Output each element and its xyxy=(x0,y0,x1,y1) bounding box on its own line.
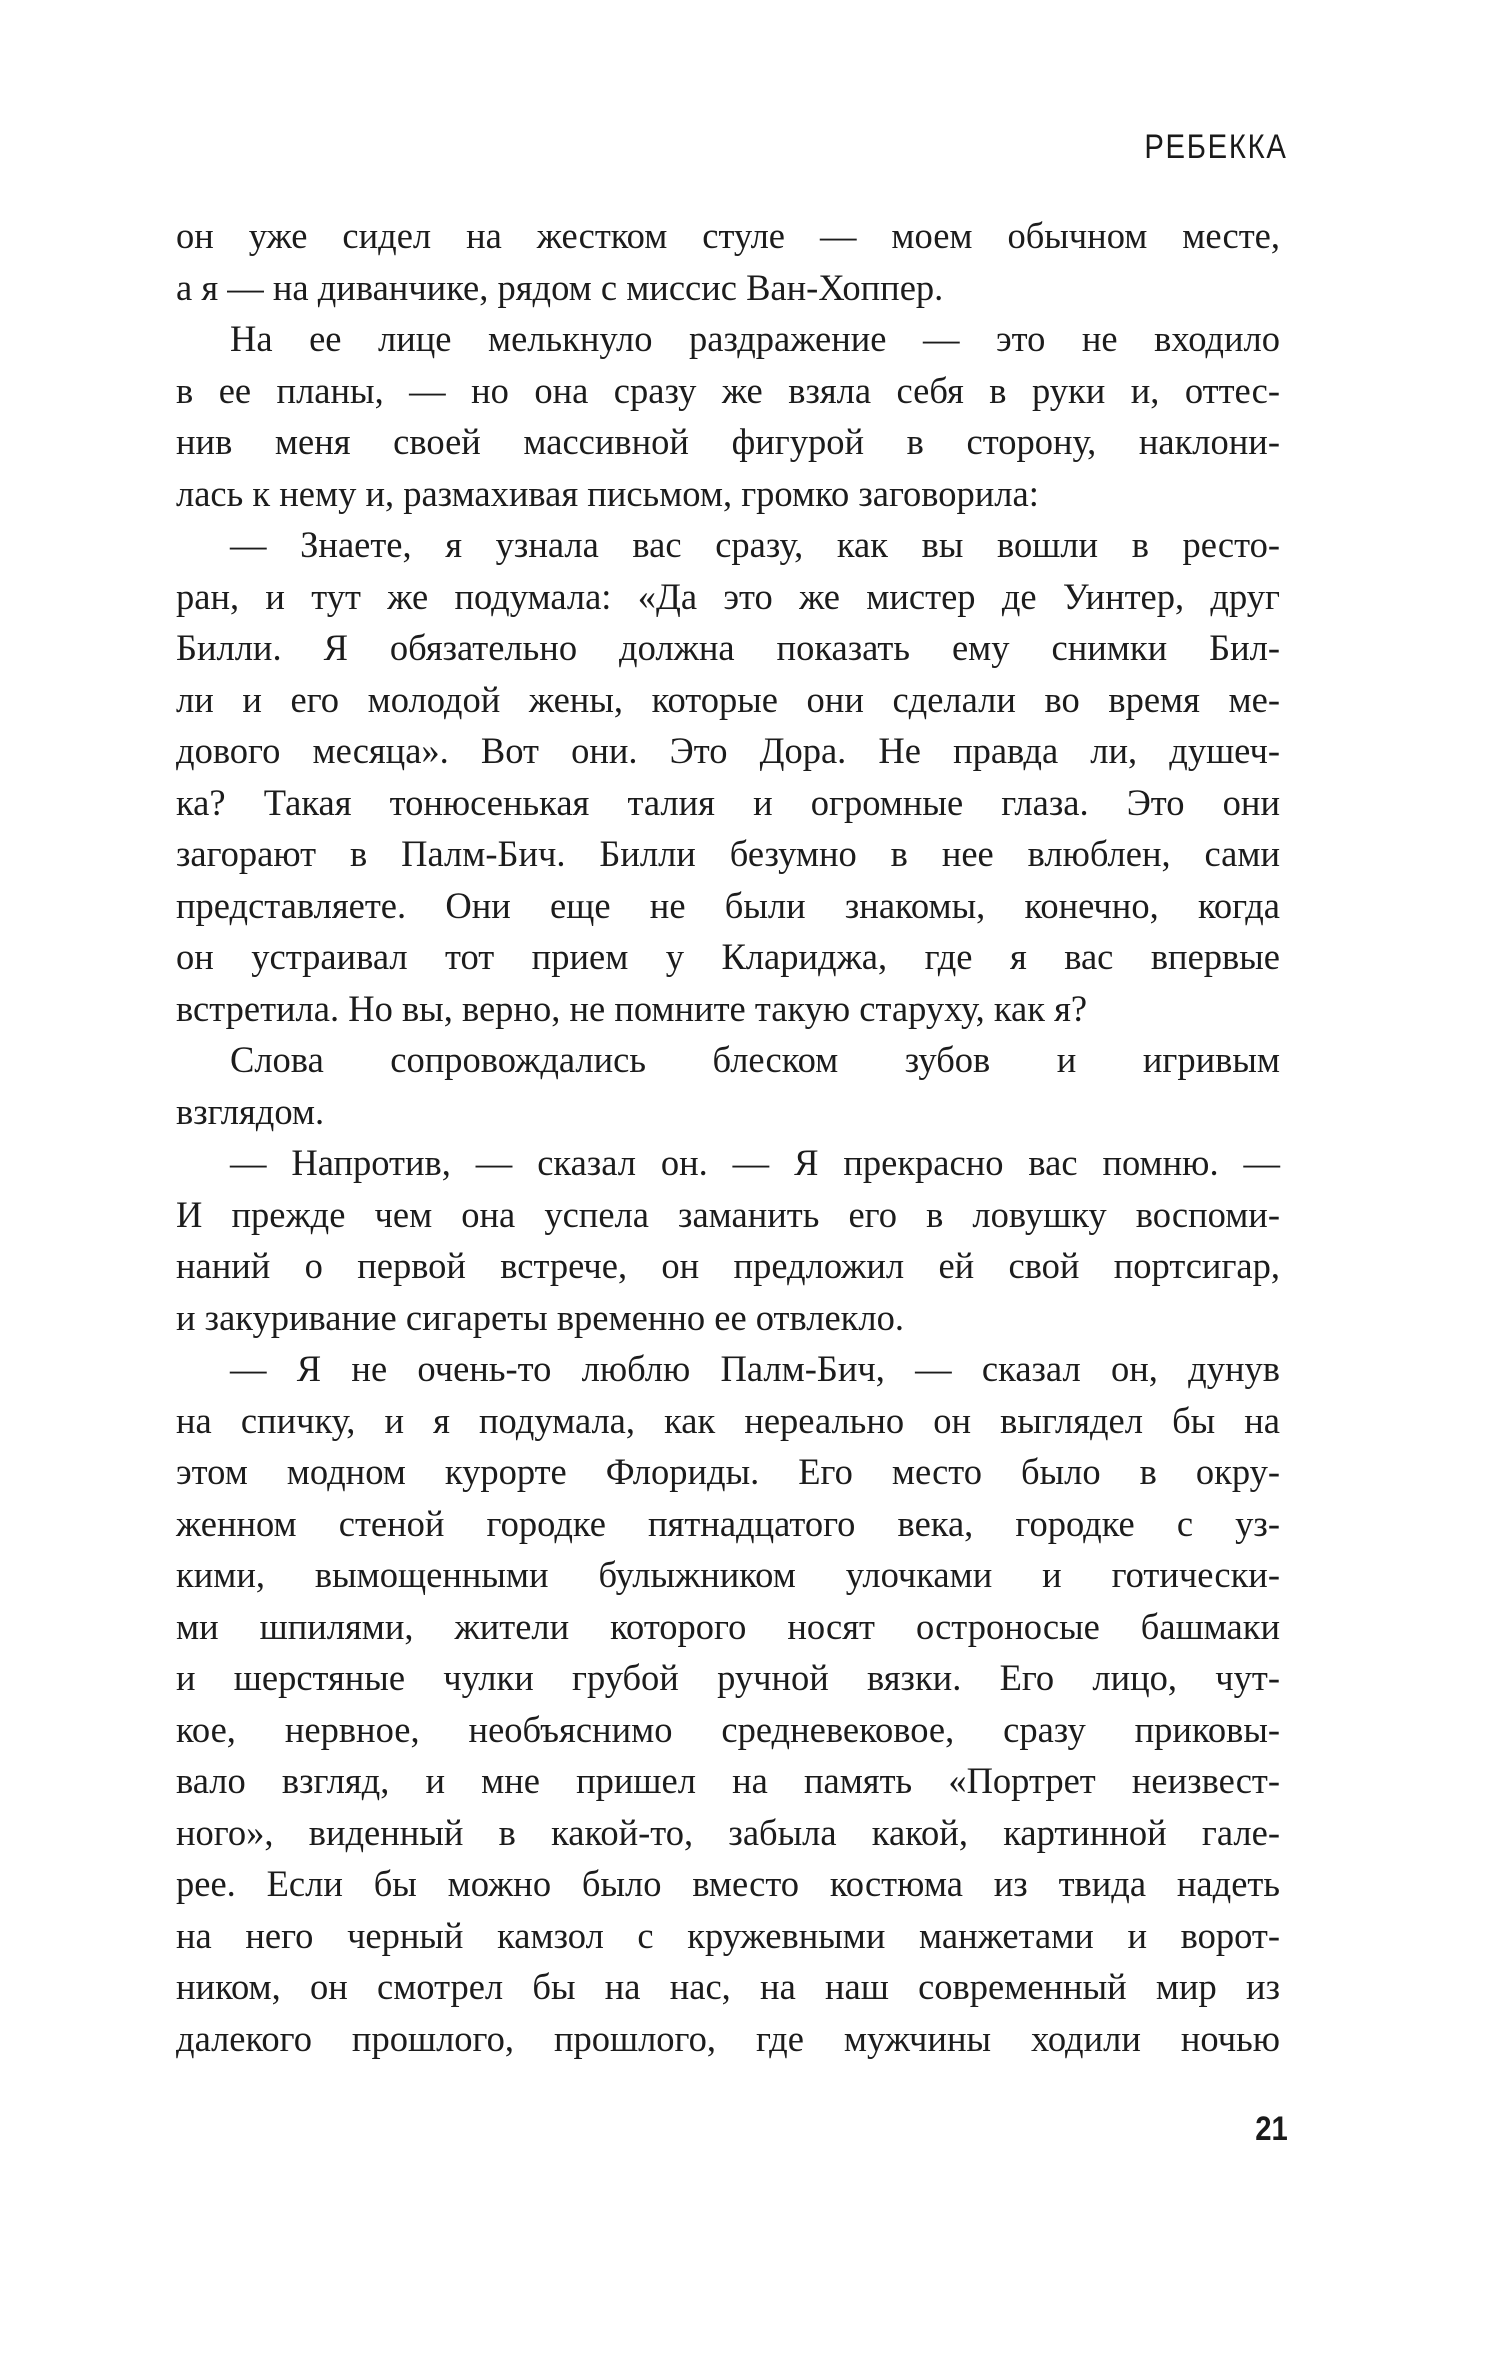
text-line: на спичку, и я подумала, как нереально он выглядел бы на xyxy=(176,1399,1280,1441)
text-line: вало взгляд, и мне пришел на память «Портрет неизвест- xyxy=(176,1760,1280,1801)
text-line: он уже сидел на жестком стуле — моем обычном месте, xyxy=(176,215,1280,256)
text-line: кими, вымощенными булыжником улочками и готически- xyxy=(176,1554,1280,1595)
text-line: — Знаете, я узнала вас сразу, как вы вошли в ресто- xyxy=(230,524,1280,565)
text-line: этом модном курорте Флориды. Его место было в окру- xyxy=(176,1451,1280,1492)
text-line: дового месяца». Вот они. Это Дора. Не правда ли, душеч- xyxy=(176,730,1280,771)
text-line: — Я не очень-то люблю Палм-Бич, — сказал он, дунув xyxy=(230,1348,1280,1389)
text-line: женном стеной городке пятнадцатого века, городке с уз- xyxy=(176,1502,1280,1544)
text-line: ран, и тут же подумала: «Да это же мистер де Уинтер, друг xyxy=(176,575,1280,617)
text-line: далекого прошлого, прошлого, где мужчины ходили ночью xyxy=(176,2017,1280,2059)
text-line: представляете. Они еще не были знакомы, конечно, когда xyxy=(176,884,1280,926)
text-line: нив меня своей массивной фигурой в сторону, наклони- xyxy=(176,421,1280,462)
text-line: и шерстяные чулки грубой ручной вязки. Его лицо, чут- xyxy=(176,1657,1280,1698)
text-line: Билли. Я обязательно должна показать ему снимки Бил- xyxy=(176,627,1280,668)
text-line: и закуривание сигареты временно ее отвлекло. xyxy=(176,1296,904,1338)
text-line: а я — на диванчике, рядом с миссис Ван-Хоппер. xyxy=(176,266,944,308)
text-line: — Напротив, — сказал он. — Я прекрасно вас помню. — xyxy=(230,1142,1280,1183)
text-line: ником, он смотрел бы на нас, на наш современный мир из xyxy=(176,1966,1280,2007)
text-line: ми шпилями, жители которого носят остроносые башмаки xyxy=(176,1605,1280,1647)
running-head: РЕБЕККА xyxy=(1144,128,1288,166)
text-line: лась к нему и, размахивая письмом, громко заговорила: xyxy=(176,472,1039,514)
text-line: встретила. Но вы, верно, не помните такую старуху, как я? xyxy=(176,987,1088,1029)
text-line: взглядом. xyxy=(176,1090,325,1132)
text-line: ного», виденный в какой-то, забыла какой, картинной гале- xyxy=(176,1811,1280,1853)
text-line: кое, нервное, необъяснимо средневековое, сразу приковы- xyxy=(176,1708,1280,1750)
text-line: наний о первой встрече, он предложил ей свой портсигар, xyxy=(176,1245,1280,1286)
text-line: ка? Такая тонюсенькая талия и огромные глаза. Это они xyxy=(176,781,1280,823)
text-line: И прежде чем она успела заманить его в ловушку воспоми- xyxy=(176,1193,1280,1235)
text-line: рее. Если бы можно было вместо костюма из твида надеть xyxy=(176,1863,1280,1904)
page-number: 21 xyxy=(1255,2110,1288,2148)
text-line: ли и его молодой жены, которые они сделали во время ме- xyxy=(176,678,1280,720)
body-text xyxy=(176,210,1280,2064)
text-line: Слова сопровождались блеском зубов и игривым xyxy=(230,1039,1280,1080)
text-line: он устраивал тот прием у Клариджа, где я вас впервые xyxy=(176,936,1280,977)
text-line: на него черный камзол с кружевными манжетами и ворот- xyxy=(176,1914,1280,1956)
text-line: в ее планы, — но она сразу же взяла себя в руки и, оттес- xyxy=(176,369,1280,411)
text-line: загорают в Палм-Бич. Билли безумно в нее влюблен, сами xyxy=(176,833,1280,874)
text-line: На ее лице мелькнуло раздражение — это не входило xyxy=(230,318,1280,359)
